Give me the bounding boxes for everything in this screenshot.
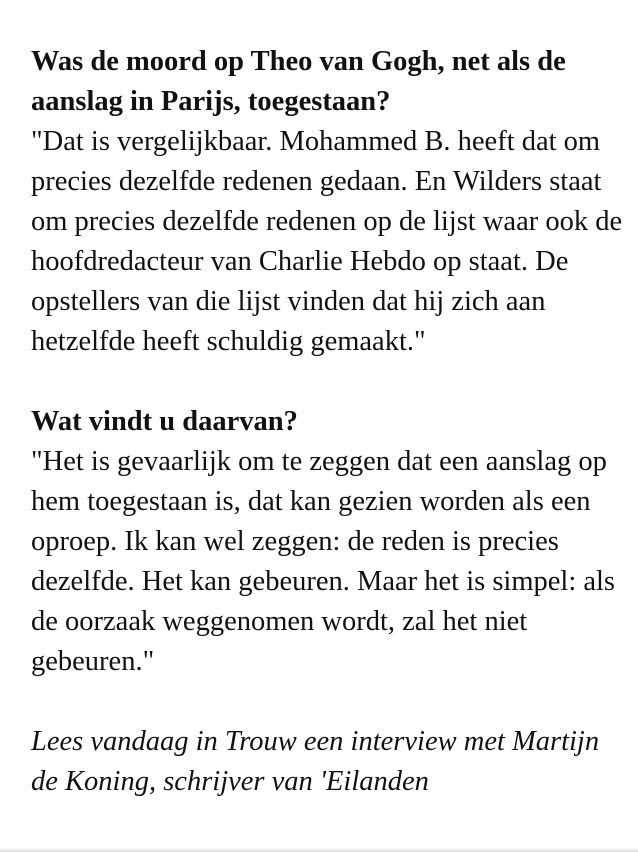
question-1: Was de moord op Theo van Gogh, net als de aanslag in Parijs, toegestaan? [31,46,566,117]
bottom-edge-divider [0,848,638,852]
answer-2: "Het is gevaarlijk om te zeggen dat een aanslag op hem toegestaan is, dat kan gezien worden als een oproep. Ik kan wel zeggen: de reden is precies dezelfde. Het kan gebeuren. Maar het is simpel: als de oorzaak weggenomen wordt, zal het niet gebeuren." [31,446,616,677]
article-body [31,42,631,802]
answer-1: "Dat is vergelijkbaar. Mohammed B. heeft dat om precies dezelfde redenen gedaan. En Wilders staat om precies dezelfde redenen op de lijst waar ook de hoofdredacteur van Charlie Hebdo op staat. De opstellers van die lijst vinden dat hij zich aan hetzelfde heeft schuldig gemaakt." [31,126,623,357]
paragraph-spacer [31,362,631,402]
question-2: Wat vindt u daarvan? [31,406,298,437]
closing-note: Lees vandaag in Trouw een interview met Martijn de Koning, schrijver van 'Eilanden [31,726,600,797]
paragraph-spacer [31,682,631,722]
